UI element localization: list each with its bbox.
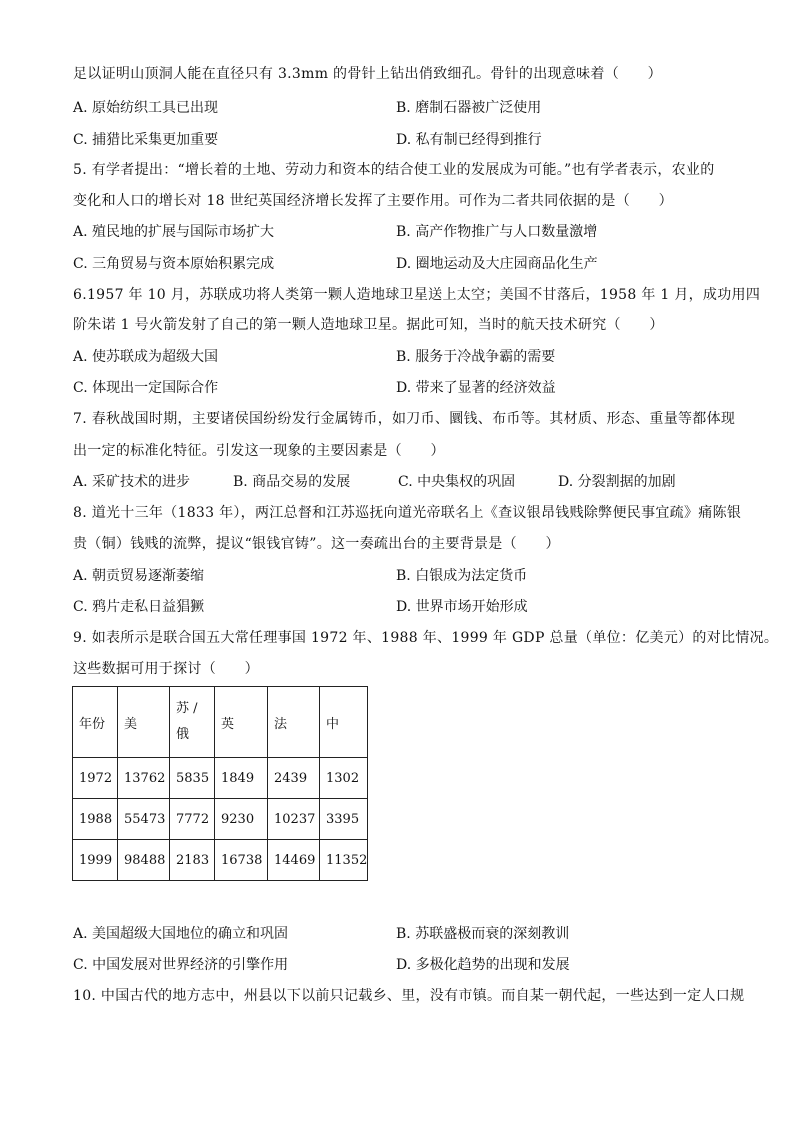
- table-cell: 98488: [118, 840, 170, 881]
- q5-option-a: A. 殖民地的扩展与国际市场扩大: [73, 224, 275, 240]
- q9-option-a: A. 美国超级大国地位的确立和巩固: [73, 926, 289, 942]
- table-cell: 16738: [215, 840, 268, 881]
- q4-option-a: A. 原始纺织工具已出现: [73, 100, 219, 116]
- table-cell: 7772: [170, 799, 215, 840]
- q6-option-c: C. 体现出一定国际合作: [73, 380, 219, 396]
- table-header-cell: 年份: [73, 687, 118, 758]
- q7-option-c: C. 中央集权的巩固: [398, 474, 516, 490]
- q4-option-d: D. 私有制已经得到推行: [396, 132, 542, 148]
- q9-option-c: C. 中国发展对世界经济的引擎作用: [73, 957, 289, 973]
- q7-option-b: B. 商品交易的发展: [233, 474, 351, 490]
- table-cell: 1849: [215, 758, 268, 799]
- q6-option-d: D. 带来了显著的经济效益: [396, 380, 556, 396]
- table-cell: 2183: [170, 840, 215, 881]
- q4-option-c: C. 捕猎比采集更加重要: [73, 132, 219, 148]
- q5-stem-line-1: 5. 有学者提出：“增长着的土地、劳动力和资本的结合使工业的发展成为可能。”也有学者表示，农业的: [73, 162, 715, 178]
- q9-option-d: D. 多极化趋势的出现和发展: [396, 957, 570, 973]
- table-cell: 55473: [118, 799, 170, 840]
- table-row: [73, 840, 368, 881]
- table-row: [73, 799, 368, 840]
- q6-stem-line-1: 6.1957 年 10 月，苏联成功将人类第一颗人造地球卫星送上太空；美国不甘落后，1958 年 1 月，成功用四: [73, 287, 761, 303]
- q7-option-d: D. 分裂割据的加剧: [558, 474, 676, 490]
- q5-option-b: B. 高产作物推广与人口数量激增: [396, 224, 598, 240]
- table-cell: 1999: [73, 840, 118, 881]
- q8-stem-line-2: 贵（铜）钱贱的流弊，提议“银钱官铸”。这一奏疏出台的主要背景是（ ）: [73, 536, 560, 552]
- q10-stem-line-1: 10. 中国古代的地方志中，州县以下以前只记载乡、里，没有市镇。而自某一朝代起，一些达到一定人口规: [73, 988, 745, 1004]
- table-header-cell: 英: [215, 687, 268, 758]
- q8-option-a: A. 朝贡贸易逐渐萎缩: [73, 568, 205, 584]
- table-cell: 1302: [320, 758, 368, 799]
- q6-option-a: A. 使苏联成为超级大国: [73, 349, 219, 365]
- q4-option-b: B. 磨制石器被广泛使用: [396, 100, 542, 116]
- q6-stem-line-2: 阶朱诺 1 号火箭发射了自己的第一颗人造地球卫星。据此可知，当时的航天技术研究（ ）: [73, 317, 664, 333]
- q7-option-a: A. 采矿技术的进步: [73, 474, 191, 490]
- table-cell: 13762: [118, 758, 170, 799]
- table-cell: 2439: [268, 758, 320, 799]
- table-header-cell: 苏 / 俄: [170, 687, 215, 758]
- q8-option-d: D. 世界市场开始形成: [396, 599, 528, 615]
- q7-stem-line-2: 出一定的标准化特征。引发这一现象的主要因素是（ ）: [73, 443, 445, 459]
- q8-option-c: C. 鸦片走私日益猖獗: [73, 599, 205, 615]
- table-cell: 3395: [320, 799, 368, 840]
- q5-option-d: D. 圈地运动及大庄园商品化生产: [396, 256, 598, 272]
- table-header-cell: 中: [320, 687, 368, 758]
- gdp-table: [72, 686, 368, 881]
- q6-option-b: B. 服务于冷战争霸的需要: [396, 349, 556, 365]
- q4-stem-tail: 足以证明山顶洞人能在直径只有 3.3mm 的骨针上钻出俏致细孔。骨针的出现意味着（ ）: [73, 66, 662, 82]
- table-header-cell: 法: [268, 687, 320, 758]
- table-cell: 10237: [268, 799, 320, 840]
- q8-option-b: B. 白银成为法定货币: [396, 568, 528, 584]
- table-cell: 5835: [170, 758, 215, 799]
- q9-option-b: B. 苏联盛极而衰的深刻教训: [396, 926, 570, 942]
- q7-stem-line-1: 7. 春秋战国时期，主要诸侯国纷纷发行金属铸币，如刀币、圜钱、布币等。其材质、形态、重量等都体现: [73, 411, 736, 427]
- table-header-cell: 美: [118, 687, 170, 758]
- table-header-row: [73, 687, 368, 758]
- table-cell: 1972: [73, 758, 118, 799]
- table-cell: 9230: [215, 799, 268, 840]
- table-cell: 1988: [73, 799, 118, 840]
- table-cell: 14469: [268, 840, 320, 881]
- q5-option-c: C. 三角贸易与资本原始积累完成: [73, 256, 275, 272]
- q9-stem-line-2: 这些数据可用于探讨（ ）: [73, 661, 259, 677]
- table-cell: 11352: [320, 840, 368, 881]
- q9-stem-line-1: 9. 如表所示是联合国五大常任理事国 1972 年、1988 年、1999 年 GDP 总量（单位：亿美元）的对比情况。: [73, 630, 779, 646]
- table-row: [73, 758, 368, 799]
- q8-stem-line-1: 8. 道光十三年（1833 年），两江总督和江苏巡抚向道光帝联名上《查议银昂钱贱除弊便民事宜疏》痛陈银: [73, 505, 742, 521]
- q5-stem-line-2: 变化和人口的增长对 18 世纪英国经济增长发挥了主要作用。可作为二者共同依据的是（ ）: [73, 193, 673, 209]
